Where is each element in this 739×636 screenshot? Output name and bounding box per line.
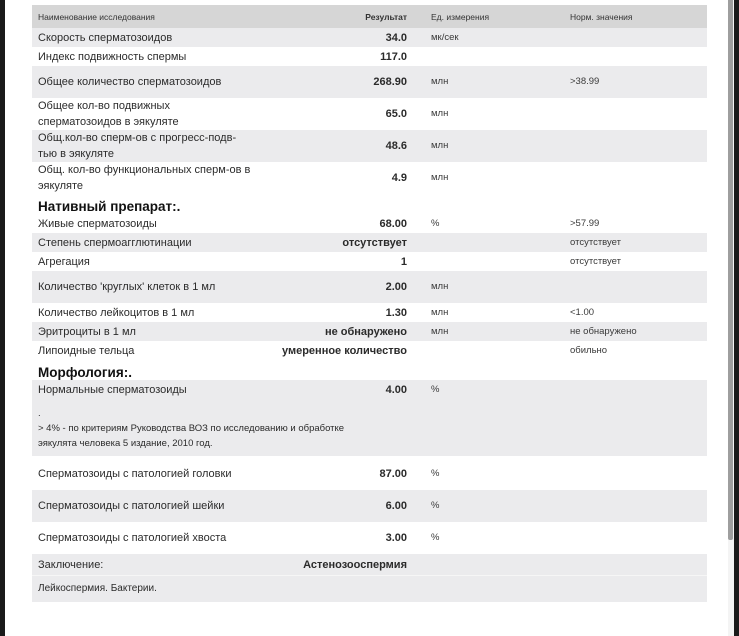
- test-norm: >57.99: [570, 217, 600, 229]
- table-row: [32, 233, 707, 252]
- test-result: 268.90: [373, 76, 407, 88]
- note-text: > 4% - по критериям Руководства ВОЗ по исследованию и обработке эякулята человека 5 издание, 2010 год.: [38, 423, 345, 449]
- test-unit: мк/сек: [431, 31, 459, 43]
- table-row: [32, 341, 707, 360]
- table-row: [32, 458, 707, 490]
- section-heading-native: Нативный препарат:.: [38, 199, 181, 214]
- test-unit: млн: [431, 281, 449, 292]
- test-norm: отсутствует: [570, 255, 621, 267]
- conclusion-extra-row: [32, 575, 707, 602]
- table-row: [32, 66, 707, 98]
- conclusion-extra: Лейкоспермия. Бактерии.: [38, 583, 157, 594]
- conclusion-label: Заключение:: [38, 558, 104, 571]
- test-name: Общ. кол-во функциональных сперм-ов в эякуляте: [38, 164, 251, 192]
- test-norm: обильно: [570, 344, 608, 356]
- conclusion-row: [32, 554, 707, 575]
- test-unit: %: [431, 532, 440, 543]
- table-header: [32, 5, 707, 28]
- table-row: [32, 522, 707, 554]
- test-name: Общее количество сперматозоидов: [38, 76, 222, 88]
- test-name: Скорость сперматозоидов: [38, 31, 173, 44]
- section-heading-morphology: Морфология:.: [38, 365, 132, 380]
- test-result: 2.00: [385, 281, 407, 293]
- test-result: не обнаружено: [324, 325, 407, 338]
- test-result: 4.00: [385, 384, 407, 396]
- scrollbar-thumb[interactable]: [728, 0, 733, 540]
- table-row: [32, 162, 707, 194]
- test-norm: отсутствует: [570, 236, 621, 248]
- test-result: умеренное количество: [281, 344, 407, 357]
- test-unit: млн: [431, 306, 449, 318]
- test-result: 34.0: [385, 31, 407, 44]
- test-name: Нормальные сперматозоиды: [38, 384, 187, 396]
- test-unit: %: [431, 384, 440, 395]
- test-name: Степень спермоагглютинации: [38, 236, 192, 249]
- table-row: [32, 271, 707, 303]
- test-name: Сперматозоиды с патологией шейки: [38, 500, 225, 512]
- test-name: Количество 'круглых' клеток в 1 мл: [38, 281, 216, 293]
- window-border-right: [734, 0, 739, 636]
- table-row: [32, 28, 707, 47]
- table-row: [32, 214, 707, 233]
- table-row: [32, 252, 707, 271]
- table-row: [32, 130, 707, 162]
- column-header-name: Наименование исследования: [38, 11, 155, 22]
- lab-results-table: [32, 5, 707, 602]
- test-result: 1: [400, 255, 407, 268]
- test-name: Сперматозоиды с патологией хвоста: [38, 532, 227, 544]
- test-unit: млн: [431, 108, 449, 119]
- test-name: Эритроциты в 1 мл: [38, 325, 136, 338]
- column-header-unit: Ед. измерения: [431, 11, 490, 22]
- test-result: 48.6: [385, 140, 407, 152]
- test-name: Сперматозоиды с патологией головки: [38, 468, 232, 480]
- test-norm: >38.99: [570, 76, 600, 87]
- reference-note: [32, 400, 368, 451]
- test-unit: %: [431, 500, 440, 511]
- test-unit: млн: [431, 172, 449, 183]
- test-name: Липоидные тельца: [38, 344, 135, 357]
- table-row: [32, 303, 707, 322]
- test-unit: млн: [431, 325, 449, 337]
- conclusion-value: Астенозооспермия: [303, 558, 407, 571]
- test-result: 68.00: [379, 217, 407, 230]
- table-row-with-note: [32, 380, 707, 456]
- test-norm: не обнаружено: [570, 325, 637, 337]
- test-result: 4.9: [391, 172, 407, 184]
- test-result: 65.0: [385, 108, 407, 120]
- test-result: 1.30: [385, 306, 407, 319]
- test-unit: млн: [431, 140, 449, 151]
- test-result: 87.00: [379, 468, 407, 480]
- test-name: Индекс подвижность спермы: [38, 50, 187, 63]
- test-result: 117.0: [380, 50, 407, 63]
- test-unit: млн: [431, 76, 449, 87]
- column-header-result: Результат: [365, 11, 407, 22]
- column-header-norm: Норм. значения: [570, 11, 633, 22]
- test-unit: %: [431, 468, 440, 479]
- table-row: [32, 490, 707, 522]
- test-name: Общее кол-во подвижных сперматозоидов в эякуляте: [38, 100, 179, 128]
- test-result: 3.00: [385, 532, 407, 544]
- table-row: [32, 322, 707, 341]
- table-row: [32, 47, 707, 66]
- test-result: отсутствует: [342, 236, 407, 249]
- test-name: Общ.кол-во сперм-ов с прогресс-подв-тью в эякуляте: [38, 132, 237, 160]
- test-unit: %: [431, 217, 440, 229]
- test-norm: <1.00: [570, 306, 595, 318]
- test-name: Агрегация: [38, 255, 90, 268]
- test-name: Живые сперматозоиды: [38, 217, 157, 230]
- test-result: 6.00: [385, 500, 407, 512]
- table-row: [32, 98, 707, 130]
- test-name: Количество лейкоцитов в 1 мл: [38, 306, 195, 319]
- window-border-left: [0, 0, 5, 636]
- note-mark: .: [38, 408, 41, 419]
